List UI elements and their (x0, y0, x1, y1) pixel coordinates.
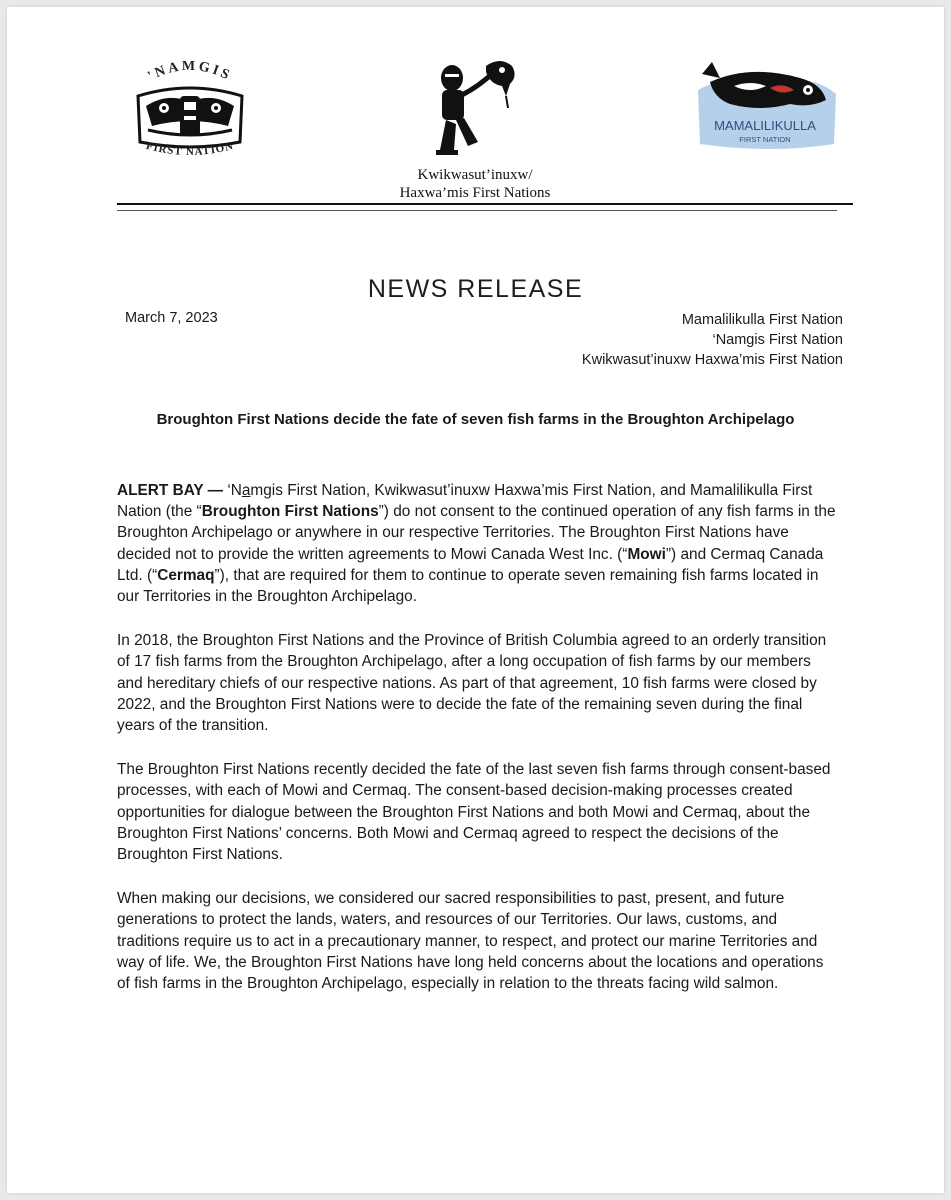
svg-text:FIRST NATION: FIRST NATION (144, 139, 236, 159)
mamalilikulla-logo (690, 60, 840, 155)
release-body (117, 480, 837, 1017)
center-caption-line2: Haxwa’mis First Nations (399, 185, 551, 201)
nations-list (582, 310, 843, 370)
release-subheading: Broughton First Nations decide the fate of seven fish farms in the Broughton Archipelago (156, 411, 795, 428)
dateline: ALERT BAY — (117, 482, 224, 499)
svg-text:'NAMGIS: 'NAMGIS (145, 59, 235, 85)
paragraph-3: The Broughton First Nations recently decided the fate of the last seven fish farms through consent-based processes, with each of Mowi and Cermaq. The consent-based decision-making processes created opportunities for dialogue between the Broughton First Nations and both Mowi and Cermaq, about the Broughton First Nations’ concerns. Both Mowi and Cermaq agreed to respect the decisions of the Broughton First Nations. (117, 761, 831, 864)
namgis-logo (128, 56, 252, 164)
paragraph-1: ALERT BAY — ‘Namgis First Nation, Kwikwasut’inuxw Haxwa’mis First Nation, and Mamalilikulla First Nation (the “Broughton First Nations”) do not consent to the continued operation of any fish farms in the Broughton Archipelago or anywhere in our respective Territories. The Broughton First Nations have decided not to provide the written agreements to Mowi Canada West Inc. (“Mowi”) and Cermaq Canada Ltd. (“Cermaq”), that are required for them to continue to operate seven remaining fish farms located in our Territories in the Broughton Archipelago. (117, 482, 836, 606)
nation-line: Kwikwasut’inuxw Haxwa’mis First Nation (581, 352, 843, 368)
center-caption-line1: Kwikwasut’inuxw/ (417, 167, 533, 183)
header-rule-thin (117, 210, 837, 211)
paragraph-2: In 2018, the Broughton First Nations and the Province of British Columbia agreed to an orderly transition of 17 fish farms from the Broughton Archipelago, after a long occupation of fish farms by our members and hereditary chiefs of our respective nations. As part of that agreement, 10 fish farms were closed by 2022, and the Broughton First Nations were to decide the fate of the remaining seven during the final years of the transition. (117, 632, 827, 735)
kwikwasutinuxw-figure-logo (420, 58, 530, 168)
mamalilikulla-logo-sub: FIRST NATION (739, 135, 791, 144)
mamalilikulla-logo-name: MAMALILIKULLA (714, 118, 816, 133)
paragraph-4: When making our decisions, we considered our sacred responsibilities to past, present, and future generations to protect the lands, waters, and resources of our Territories. Our laws, customs, and traditions require us to act in a precautionary manner, to respect, and protect our marine Territories and way of life. We, the Broughton First Nations have long held concerns about the locations and operations of fish farms in the Broughton Archipelago, especially in relation to the threats facing wild salmon. (117, 890, 824, 993)
header-rule-thick (117, 203, 853, 205)
news-release-title: NEWS RELEASE (367, 275, 584, 303)
release-date: March 7, 2023 (125, 310, 218, 326)
nation-line: ‘Namgis First Nation (712, 332, 843, 348)
nation-line: Mamalilikulla First Nation (681, 312, 843, 328)
